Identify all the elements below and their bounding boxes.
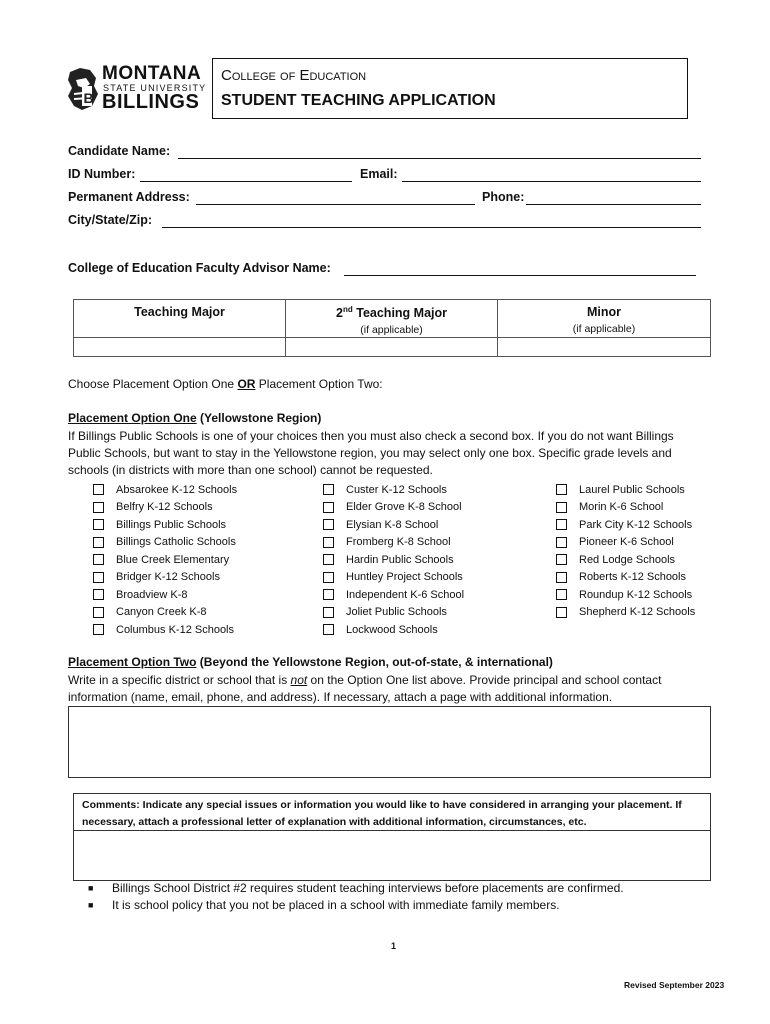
checkbox-icon[interactable] [93, 589, 104, 600]
school-column-1 [93, 481, 237, 639]
school-option-label: Elder Grove K-8 School [346, 501, 462, 514]
school-option-label: Pioneer K-6 School [579, 536, 674, 549]
school-option-label: Shepherd K-12 Schools [579, 606, 696, 619]
school-option[interactable] [556, 534, 695, 552]
option-two-heading: Placement Option Two (Beyond the Yellowstone Region, out-of-state, & international) [68, 655, 553, 669]
phone-field[interactable] [526, 190, 701, 205]
option-two-textbox[interactable] [68, 706, 711, 778]
school-option[interactable] [323, 569, 464, 587]
school-option[interactable] [323, 534, 464, 552]
checkbox-icon[interactable] [93, 607, 104, 618]
school-option[interactable] [93, 551, 237, 569]
page-number: 1 [391, 941, 397, 951]
checkbox-icon[interactable] [323, 554, 334, 565]
school-option-label: Billings Catholic Schools [116, 536, 236, 549]
checkbox-icon[interactable] [323, 537, 334, 548]
minor-header: Minor (if applicable) [498, 300, 711, 338]
advisor-name-label: College of Education Faculty Advisor Name: [68, 261, 331, 275]
logo-state-university: STATE UNIVERSITY [103, 83, 207, 93]
logo-billings: BILLINGS [102, 91, 200, 113]
checkbox-icon[interactable] [93, 572, 104, 583]
school-option[interactable] [93, 586, 237, 604]
college-of-education-title: College of Education [221, 67, 367, 84]
school-option-label: Roundup K-12 Schools [579, 588, 693, 601]
school-option[interactable] [556, 499, 695, 517]
school-option[interactable] [556, 586, 695, 604]
checkbox-icon[interactable] [93, 624, 104, 635]
yellowjacket-mascot-icon [66, 66, 100, 112]
option-one-heading: Placement Option One (Yellowstone Region) [68, 411, 322, 425]
checkbox-icon[interactable] [323, 572, 334, 583]
school-option-label: Columbus K-12 Schools [116, 623, 235, 636]
checkbox-icon[interactable] [323, 502, 334, 513]
school-option-label: Huntley Project Schools [346, 571, 463, 584]
city-state-zip-field[interactable] [162, 213, 701, 228]
school-option[interactable] [556, 516, 695, 534]
advisor-name-field[interactable] [344, 261, 696, 276]
school-option-label: Independent K-6 School [346, 588, 465, 601]
bullet-item: ■ Billings School District #2 requires student teaching interviews before placements are confirmed. [88, 881, 624, 895]
checkbox-icon[interactable] [323, 624, 334, 635]
school-option-label: Hardin Public Schools [346, 553, 454, 566]
school-option-label: Belfry K-12 Schools [116, 501, 213, 514]
school-column-2 [323, 481, 464, 639]
revised-date: Revised September 2023 [624, 980, 725, 990]
checkbox-icon[interactable] [323, 607, 334, 618]
school-option-label: Joliet Public Schools [346, 606, 447, 619]
application-title: STUDENT TEACHING APPLICATION [221, 92, 496, 109]
candidate-name-field[interactable] [178, 144, 701, 159]
school-option[interactable] [323, 551, 464, 569]
logo-montana: MONTANA [102, 63, 202, 84]
checkbox-icon[interactable] [556, 519, 567, 530]
comments-box [73, 793, 711, 881]
svg-text:B: B [83, 90, 94, 106]
school-option-label: Morin K-6 School [579, 501, 664, 514]
phone-label: Phone: [482, 190, 525, 204]
checkbox-icon[interactable] [323, 519, 334, 530]
checkbox-icon[interactable] [556, 537, 567, 548]
email-label: Email: [360, 167, 398, 181]
school-option[interactable] [323, 586, 464, 604]
checkbox-icon[interactable] [93, 537, 104, 548]
teaching-major-header: Teaching Major [74, 300, 286, 338]
bullet-item: ■ It is school policy that you not be placed in a school with immediate family members. [88, 898, 560, 912]
school-column-3 [556, 481, 695, 621]
comments-instructions: Comments: Indicate any special issues or information you would like to have considered in arranging your placement. If necessary, attach a professional letter of explanation with additional information, circumstances, etc. [82, 799, 682, 828]
msu-billings-logo [66, 64, 208, 112]
second-teaching-major-input[interactable] [286, 338, 498, 357]
school-option[interactable] [93, 604, 237, 622]
school-option[interactable] [93, 481, 237, 499]
school-option[interactable] [556, 551, 695, 569]
school-option[interactable] [323, 481, 464, 499]
school-option-label: Canyon Creek K-8 [116, 606, 207, 619]
school-option[interactable] [93, 569, 237, 587]
permanent-address-field[interactable] [196, 190, 475, 205]
policy-bullets [88, 880, 624, 914]
checkbox-icon[interactable] [556, 484, 567, 495]
checkbox-icon[interactable] [93, 554, 104, 565]
teaching-major-input[interactable] [74, 338, 286, 357]
school-option-label: Roberts K-12 Schools [579, 571, 686, 584]
school-option-label: Absarokee K-12 Schools [116, 483, 238, 496]
checkbox-icon[interactable] [556, 572, 567, 583]
city-state-zip-label: City/State/Zip: [68, 213, 153, 227]
school-option-label: Red Lodge Schools [579, 553, 676, 566]
school-option-label: Fromberg K-8 School [346, 536, 451, 549]
checkbox-icon[interactable] [323, 589, 334, 600]
candidate-name-label: Candidate Name: [68, 144, 171, 158]
second-teaching-major-header: 2nd Teaching Major (if applicable) [286, 300, 498, 338]
option-one-instructions: If Billings Public Schools is one of your choices then you must also check a second box. If you do not want Billings Public Schools, but want to stay in the Yellowstone region, you may select only one box. Specific grade levels and schools (in districts with more than one school) cannot be requested. [68, 429, 674, 477]
checkbox-icon[interactable] [93, 519, 104, 530]
school-option-label: Park City K-12 Schools [579, 518, 693, 531]
school-option-label: Broadview K-8 [116, 588, 188, 601]
checkbox-icon[interactable] [556, 502, 567, 513]
school-option[interactable] [93, 499, 237, 517]
school-option[interactable] [93, 534, 237, 552]
school-option-label: Billings Public Schools [116, 518, 227, 531]
school-option-label: Bridger K-12 Schools [116, 571, 220, 584]
checkbox-icon[interactable] [93, 484, 104, 495]
school-option[interactable] [323, 604, 464, 622]
checkbox-icon[interactable] [556, 589, 567, 600]
school-option[interactable] [323, 621, 464, 639]
comments-input[interactable] [74, 830, 710, 881]
school-option-label: Custer K-12 Schools [346, 483, 447, 496]
school-option[interactable] [323, 516, 464, 534]
title-box [212, 58, 688, 119]
checkbox-icon[interactable] [556, 554, 567, 565]
school-option-label: Blue Creek Elementary [116, 553, 230, 566]
school-option[interactable] [93, 621, 237, 639]
majors-table [73, 299, 711, 357]
school-option[interactable] [556, 481, 695, 499]
id-number-field[interactable] [140, 167, 352, 182]
choose-option-text: Choose Placement Option One OR Placement Option Two: [68, 377, 383, 391]
school-option[interactable] [556, 569, 695, 587]
school-option[interactable] [93, 516, 237, 534]
school-option[interactable] [556, 604, 695, 622]
email-field[interactable] [402, 167, 701, 182]
school-option-label: Lockwood Schools [346, 623, 438, 636]
checkbox-icon[interactable] [323, 484, 334, 495]
checkbox-icon[interactable] [556, 607, 567, 618]
minor-input[interactable] [498, 338, 711, 357]
school-option[interactable] [323, 499, 464, 517]
school-option-label: Elysian K-8 School [346, 518, 439, 531]
option-two-instructions: Write in a specific district or school that is not on the Option One list above. Provide principal and school contact information (name, email, phone, and address). If necessary, attach a page with additional information. [68, 673, 662, 704]
checkbox-icon[interactable] [93, 502, 104, 513]
id-number-label: ID Number: [68, 167, 136, 181]
school-option-label: Laurel Public Schools [579, 483, 685, 496]
permanent-address-label: Permanent Address: [68, 190, 190, 204]
